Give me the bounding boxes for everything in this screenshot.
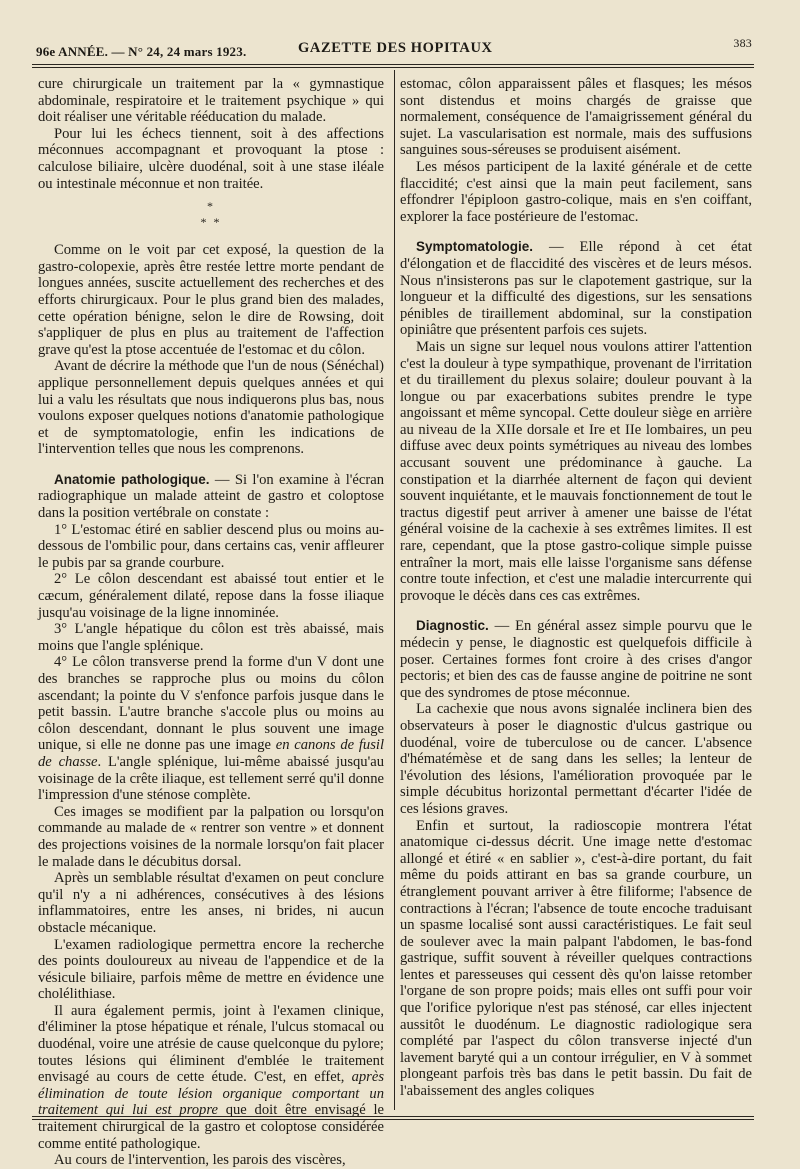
text-span: que doit être envisagé le traitement chirurgical de la gastro et coloptose considérée comme entité pathologique. bbox=[38, 1102, 384, 1152]
section-asterism: * * * bbox=[200, 199, 222, 230]
page-number: 383 bbox=[733, 36, 752, 50]
header-rule-double bbox=[32, 67, 754, 68]
page-header bbox=[36, 36, 752, 62]
section-text: — Si l'on examine à l'écran radiographique un malade atteint de gastro et coloptose dans la position vertébrale on constate : bbox=[38, 471, 384, 522]
italic-span: en canons de fusil de chasse bbox=[38, 737, 384, 770]
paragraph: Avant de décrire la méthode que l'un de nous (Sénéchal) applique personnellement depuis quelques années et qui lui a valu les résultats que nous indiquerons plus bas, nous voulons exposer quelques notions d'anatomie pathologique et de symptomatologie, enfin les indications de l'intervention telles que nous les comprenons. bbox=[38, 358, 384, 458]
text-span: 4° Le côlon transverse prend la forme d'un V dont une des branches se rapproche plus ou moins du côlon ascendant; la pointe du V s'enfonce parfois jusque dans le petit bassin. L'autre branche s'accole plus ou moins au côlon descendant, donnant le plus souvent une image unique, si elle ne donne pas une image bbox=[38, 654, 384, 754]
paragraph: Ces images se modifient par la palpation ou lorsqu'on commande au malade de « rentrer son ventre » et donnent des projections voisines de la normale lorsqu'on fait placer le malade dans le décubitus dorsal. bbox=[38, 803, 384, 870]
paragraph: Mais un signe sur lequel nous voulons attirer l'attention c'est la douleur à type sympathique, provenant de l'irritation et du tiraillement du plexus solaire; douleur pouvant à la longue ou par exacerbations subites prendre le type angoissant et même syncopal. Cette douleur siège en arrière au niveau de la XIIe dorsale et Ire et IIe lombaires, un peu diffuse avec deux points symétriques au niveau des lombes accusant souvent une prédominance à gauche. La constipation et la diarrhée alternent de façon qui devient souvent inquiétante, et le mauvais fonctionnement de tout le tractus digestif peut arriver à amener une baisse de l'état général voisine de la cachexie à ses extrêmes limites. Il est rare, cependant, que la ptose gastro-colique simple puisse entraîner la mort, mais elle laisse l'organisme sans défense contre toute infection, et c'est une maladie intercurrente qui provoque le décès dans ces cas extrêmes. bbox=[400, 338, 752, 604]
paragraph bbox=[38, 654, 384, 803]
paragraph bbox=[38, 1003, 384, 1152]
paragraph: cure chirurgicale un traitement par la « gymnastique abdominale, respiratoire et le traitement psychique » qui doit réaliser une véritable rééducation du malade. bbox=[38, 76, 384, 126]
journal-title: GAZETTE DES HOPITAUX bbox=[298, 40, 493, 56]
footer-rule-double bbox=[32, 1119, 754, 1120]
section-heading-diagnostic: Diagnostic. bbox=[416, 618, 489, 634]
paragraph: La cachexie que nous avons signalée inclinera bien des observateurs à poser le diagnostic d'ulcus gastrique ou duodénal, voire de tuberculose ou de cancer. L'absence d'hématémèse et de sang dans les selles; la lenteur de l'évolution des lésions, l'amélioration provoquée par le simple décubitus horizontal permettant d'écarter l'idée de ces lésions graves. bbox=[400, 701, 752, 817]
column-divider bbox=[394, 70, 395, 1110]
paragraph: Au cours de l'intervention, les parois des viscères, bbox=[54, 1152, 346, 1169]
paragraph: Après un semblable résultat d'examen on peut conclure qu'il n'y a ni adhérences, consécutives à des lésions inflammatoires, entre les anses, ni brides, ni aucun obstacle mécanique. bbox=[38, 870, 384, 936]
section-paragraph bbox=[400, 618, 752, 701]
right-column bbox=[400, 76, 752, 1100]
paragraph: 1° L'estomac étiré en sablier descend plus ou moins au-dessous de l'ombilic pour, dans certains cas, venir affleurer le pubis par sa grande courbure. bbox=[38, 521, 384, 571]
header-rule bbox=[32, 64, 754, 65]
paragraph: Pour lui les échecs tiennent, soit à des affections méconnues accompagnant et provoquant la ptose : calculose biliaire, ulcère duodénal, soit à une stase iléale ou intestinale méconnue et non traitée. bbox=[38, 125, 384, 192]
section-heading-anatomie: Anatomie pathologique. bbox=[54, 471, 210, 487]
paragraph: 3° L'angle hépatique du côlon est très abaissé, mais moins que l'angle splénique. bbox=[38, 621, 384, 654]
paragraph: estomac, côlon apparaissent pâles et flasques; les mésos sont distendus et moins chargés de graisse que normalement, conséquence de l'amaigrissement général du sujet. La vascularisation est normale, mais des suffusions sanguines sous-séreuses se produisent aisément. bbox=[400, 76, 752, 159]
paragraph: Enfin et surtout, la radioscopie montrera l'état anatomique ci-dessus décrit. Une image nette d'estomac allongé et étiré « en sablier », c'est-à-dire portant, du fait même du poids attirant en bas sa grande courbure, un étranglement pouvant arriver à être filiforme; l'absence de contractions à l'écran; l'absence de toute encoche traduisant un spasme localisé sont aussi caractéristiques. Le fait seul de soulever avec la main palpant l'abdomen, le bas-fond gastrique, suffit souvent à réveiller quelques contractions lentes et paresseuses qui cessent dès qu'on laisse retomber l'organe de son propre poids; mais elles ont suffi pour voir que l'orifice pylorique n'est pas sténosé, car elles injectent aussitôt le duodénum. Le diagnostic radiologique sera complété par l'aspect du côlon transverse injecté d'un lavement baryté qui a un contour irrégulier, en V à sommet plongeant parfois très bas dans le petit bassin. Du fait de l'abaissement des angles coliques bbox=[400, 817, 752, 1100]
section-paragraph bbox=[38, 472, 384, 522]
section-heading-symptomatologie: Symptomatologie. bbox=[416, 239, 534, 255]
text-span: Il aura également permis, joint à l'examen clinique, d'éliminer la ptose hépatique et rénale, l'ulcus stomacal ou duodénal, voire une atrésie de cause quelconque du pylore; toutes lésions qui éliminent d'emblée le traitement envisagé au cours de cette étude. C'est, en effet, bbox=[38, 1002, 384, 1086]
paragraph: Les mésos participent de la laxité générale et de cette flaccidité; c'est ainsi que la main peut facilement, sans effondrer l'épiploon gastro-colique, mais en s'en coiffant, explorer la face postérieure de l'estomac. bbox=[400, 158, 752, 225]
footer-rule bbox=[32, 1116, 754, 1117]
text-span: . L'angle splénique, lui-même abaissé jusqu'au voisinage de la crête iliaque, est tellement serré qu'il donne l'impression d'une sténose complète. bbox=[38, 753, 384, 804]
paragraph: 2° Le côlon descendant est abaissé tout entier et le cæcum, généralement dilaté, repose dans la fosse iliaque jusqu'au voisinage de la ligne innominée. bbox=[38, 571, 384, 621]
section-text: — Elle répond à cet état d'élongation et de flaccidité des viscères et de leurs mésos. Nous n'insisterons pas sur le clapotement gastrique, sur la longueur et la difficulté des digestions, sur les sensations pénibles de tiraillement abdominal, sur la constipation opiniâtre que présentent parfois ces sujets. bbox=[400, 239, 752, 339]
paragraph: L'examen radiologique permettra encore la recherche des points douloureux au niveau de l'appendice et de la vésicule biliaire, parfois même de mettre en évidence une cholélithiase. bbox=[38, 936, 384, 1003]
left-column bbox=[38, 76, 384, 1169]
issue-line: 96e ANNÉE. — N° 24, 24 mars 1923. bbox=[36, 44, 247, 59]
section-text: — En général assez simple pourvu que le médecin y pense, le diagnostic est quelquefois difficile à poser. Certaines formes font croire à des crises d'angor pectoris; et bien des cas de fausse angine de poitrine ne sont que des syndromes de ptose méconnue. bbox=[400, 618, 752, 701]
italic-span: après élimination de toute lésion organique comportant un traitement qui lui est propre bbox=[38, 1069, 384, 1119]
paragraph: Comme on le voit par cet exposé, la question de la gastro-colopexie, après être restée lettre morte pendant de longues années, suscite actuellement des recherches et des efforts chirurgicaux. Pour le plus grand bien des malades, cette opération bénigne, selon le dire de Rowsing, doit s'appliquer de plus en plus au traitement de l'affection grave qu'est la ptose accentuée de l'estomac et du côlon. bbox=[38, 242, 384, 358]
section-paragraph bbox=[400, 239, 752, 339]
